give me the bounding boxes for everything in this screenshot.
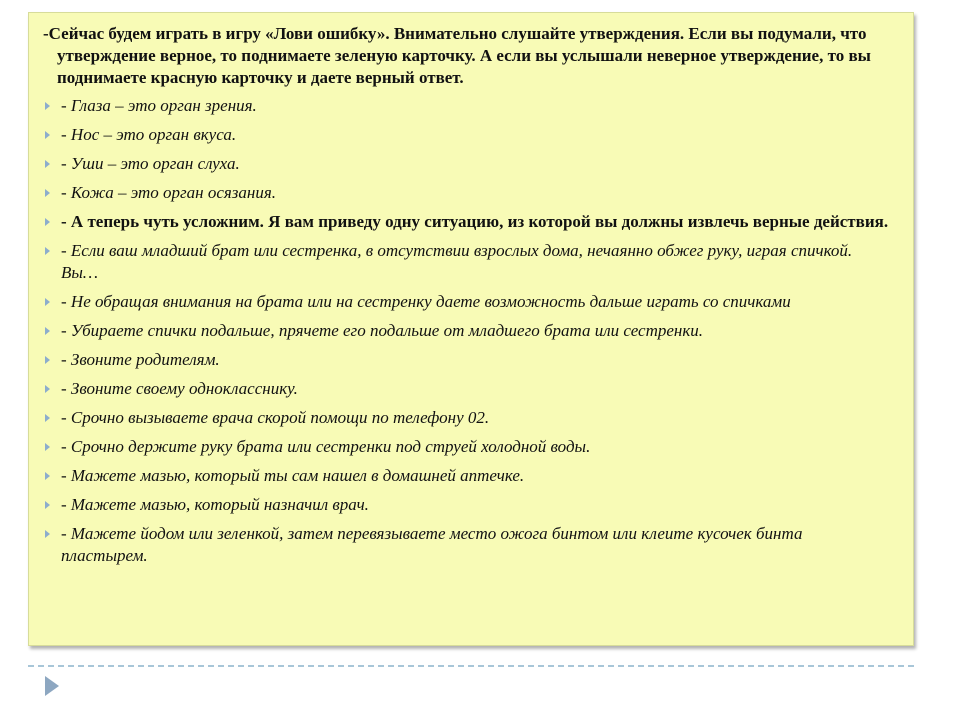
list-item-text: - Срочно вызываете врача скорой помощи по телефону 02. bbox=[61, 408, 490, 427]
bullet-arrow-icon bbox=[45, 530, 50, 538]
list-item bbox=[43, 124, 891, 146]
list-item bbox=[43, 349, 891, 371]
list-item-text: - Мажете мазью, который ты сам нашел в домашней аптечке. bbox=[61, 466, 525, 485]
list-item-text: - Звоните своему однокласснику. bbox=[61, 379, 298, 398]
next-slide-arrow-icon[interactable] bbox=[45, 676, 59, 696]
list-item-text: - Нос – это орган вкуса. bbox=[61, 125, 237, 144]
bullet-arrow-icon bbox=[45, 501, 50, 509]
list-item bbox=[43, 95, 891, 117]
list-item-text: - Звоните родителям. bbox=[61, 350, 220, 369]
bullet-arrow-icon bbox=[45, 327, 50, 335]
list-item-text: - Если ваш младший брат или сестренка, в отсутствии взрослых дома, нечаянно обжег руку, играя спичкой. Вы… bbox=[61, 241, 853, 282]
list-item-text: - Кожа – это орган осязания. bbox=[61, 183, 276, 202]
list-item-text: - Глаза – это орган зрения. bbox=[61, 96, 257, 115]
bullet-arrow-icon bbox=[45, 131, 50, 139]
bullet-arrow-icon bbox=[45, 102, 50, 110]
list-item bbox=[43, 407, 891, 429]
list-item-text: - А теперь чуть усложним. Я вам приведу одну ситуацию, из которой вы должны извлечь верные действия. bbox=[61, 212, 889, 231]
list-item bbox=[43, 320, 891, 342]
list-item bbox=[43, 182, 891, 204]
intro-text: -Сейчас будем играть в игру «Лови ошибку». Внимательно слушайте утверждения. Если вы подумали, что утверждение верное, то поднимаете зеленую карточку. А если вы услышали неверное утверждение, то вы поднимаете красную карточку и даете верный ответ. bbox=[43, 24, 871, 87]
list-item-text: - Уши – это орган слуха. bbox=[61, 154, 240, 173]
footer-divider bbox=[28, 665, 914, 667]
list-item-text: - Мажете йодом или зеленкой, затем перевязываете место ожога бинтом или клеите кусочек бинта пластырем. bbox=[61, 524, 803, 565]
list-item bbox=[43, 494, 891, 516]
bullet-arrow-icon bbox=[45, 385, 50, 393]
list-item-situation bbox=[43, 211, 891, 233]
list-item bbox=[43, 153, 891, 175]
list-item bbox=[43, 436, 891, 458]
list-item bbox=[43, 378, 891, 400]
bullet-arrow-icon bbox=[45, 414, 50, 422]
bullet-arrow-icon bbox=[45, 356, 50, 364]
slide-content-box bbox=[28, 12, 914, 646]
list-item bbox=[43, 523, 891, 567]
bullet-arrow-icon bbox=[45, 218, 50, 226]
bullet-arrow-icon bbox=[45, 443, 50, 451]
bullet-arrow-icon bbox=[45, 189, 50, 197]
bullet-arrow-icon bbox=[45, 160, 50, 168]
list-item-text: - Срочно держите руку брата или сестренки под струей холодной воды. bbox=[61, 437, 591, 456]
list-item-text: - Убираете спички подальше, прячете его подальше от младшего брата или сестренки. bbox=[61, 321, 704, 340]
list-item-text: - Мажете мазью, который назначил врач. bbox=[61, 495, 369, 514]
bullet-arrow-icon bbox=[45, 298, 50, 306]
list-item bbox=[43, 240, 891, 284]
list-item-text: - Не обращая внимания на брата или на сестренку даете возможность дальше играть со спичками bbox=[61, 292, 791, 311]
bullet-arrow-icon bbox=[45, 472, 50, 480]
list-item bbox=[43, 291, 891, 313]
list-item bbox=[43, 465, 891, 487]
bullet-arrow-icon bbox=[45, 247, 50, 255]
